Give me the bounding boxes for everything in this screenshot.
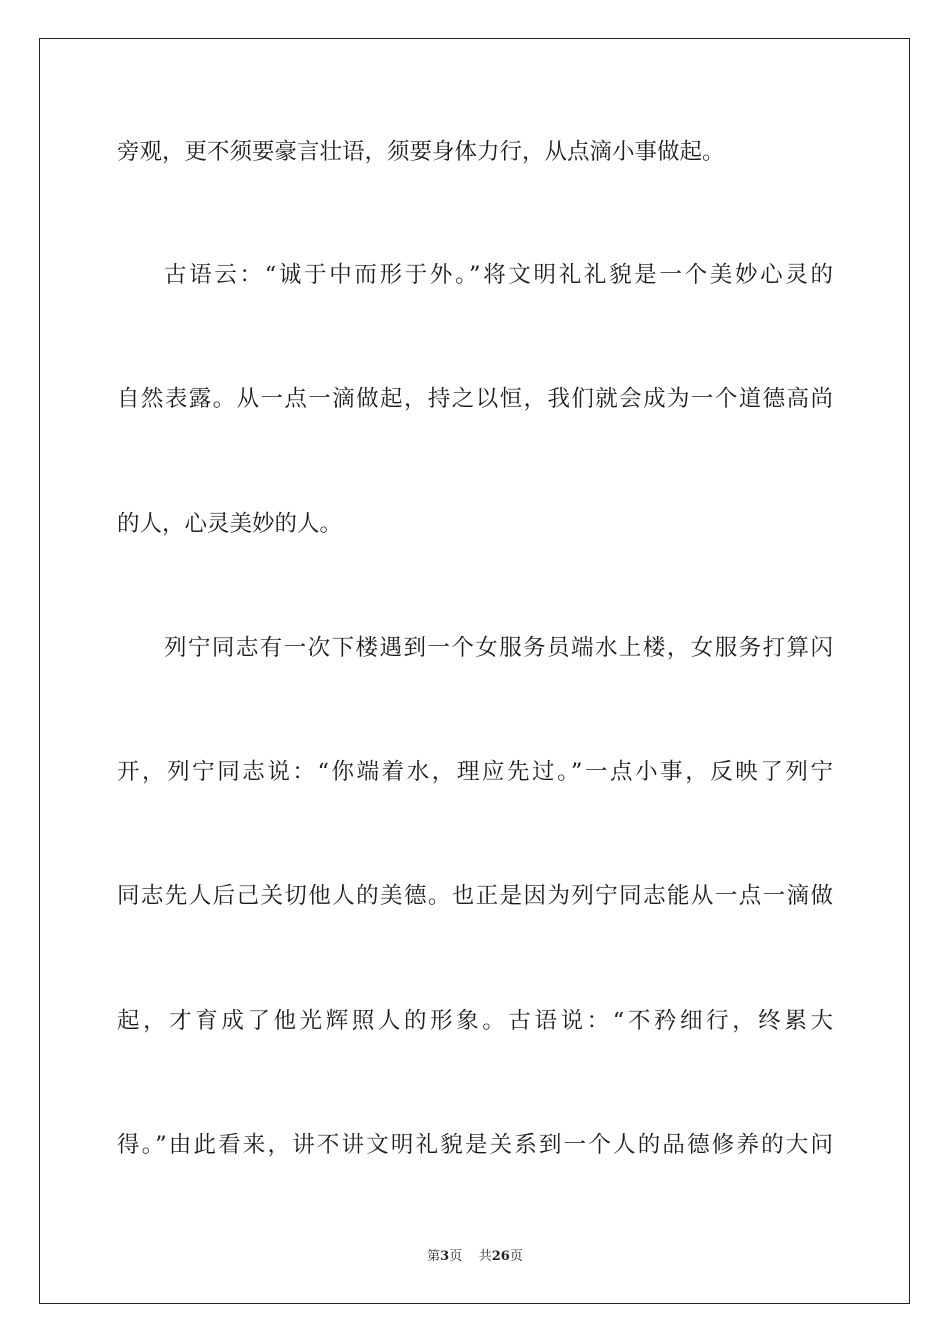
- total-prefix: 共: [478, 1249, 492, 1264]
- paragraph-line: 古语云：“诚于中而形于外。”将文明礼礼貌是一个美妙心灵的: [164, 262, 833, 288]
- page-suffix: 页: [449, 1249, 463, 1264]
- paragraph-line: 旁观，更不须要豪言壮语，须要身体力行，从点滴小事做起。: [117, 139, 725, 165]
- paragraph-line: 开，列宁同志说：“你端着水，理应先过。”一点小事，反映了列宁: [117, 759, 833, 785]
- total-suffix: 页: [509, 1249, 523, 1264]
- paragraph-line: 起，才育成了他光辉照人的形象。古语说：“不矜细行，终累大: [117, 1008, 833, 1034]
- page-footer: [0, 1248, 950, 1266]
- total-pages: 26: [491, 1249, 510, 1264]
- paragraph-line: 同志先人后己关切他人的美德。也正是因为列宁同志能从一点一滴做: [117, 883, 833, 909]
- paragraph-line: 的人，心灵美妙的人。: [117, 511, 343, 537]
- paragraph-line: 自然表露。从一点一滴做起，持之以恒，我们就会成为一个道德高尚: [117, 386, 833, 412]
- paragraph-line: 得。”由此看来，讲不讲文明礼貌是关系到一个人的品德修养的大问: [117, 1132, 833, 1158]
- page-prefix: 第: [427, 1249, 441, 1264]
- page-number: 3: [440, 1249, 450, 1264]
- page-border: [39, 38, 910, 1304]
- paragraph-line: 列宁同志有一次下楼遇到一个女服务员端水上楼，女服务打算闪: [164, 635, 833, 661]
